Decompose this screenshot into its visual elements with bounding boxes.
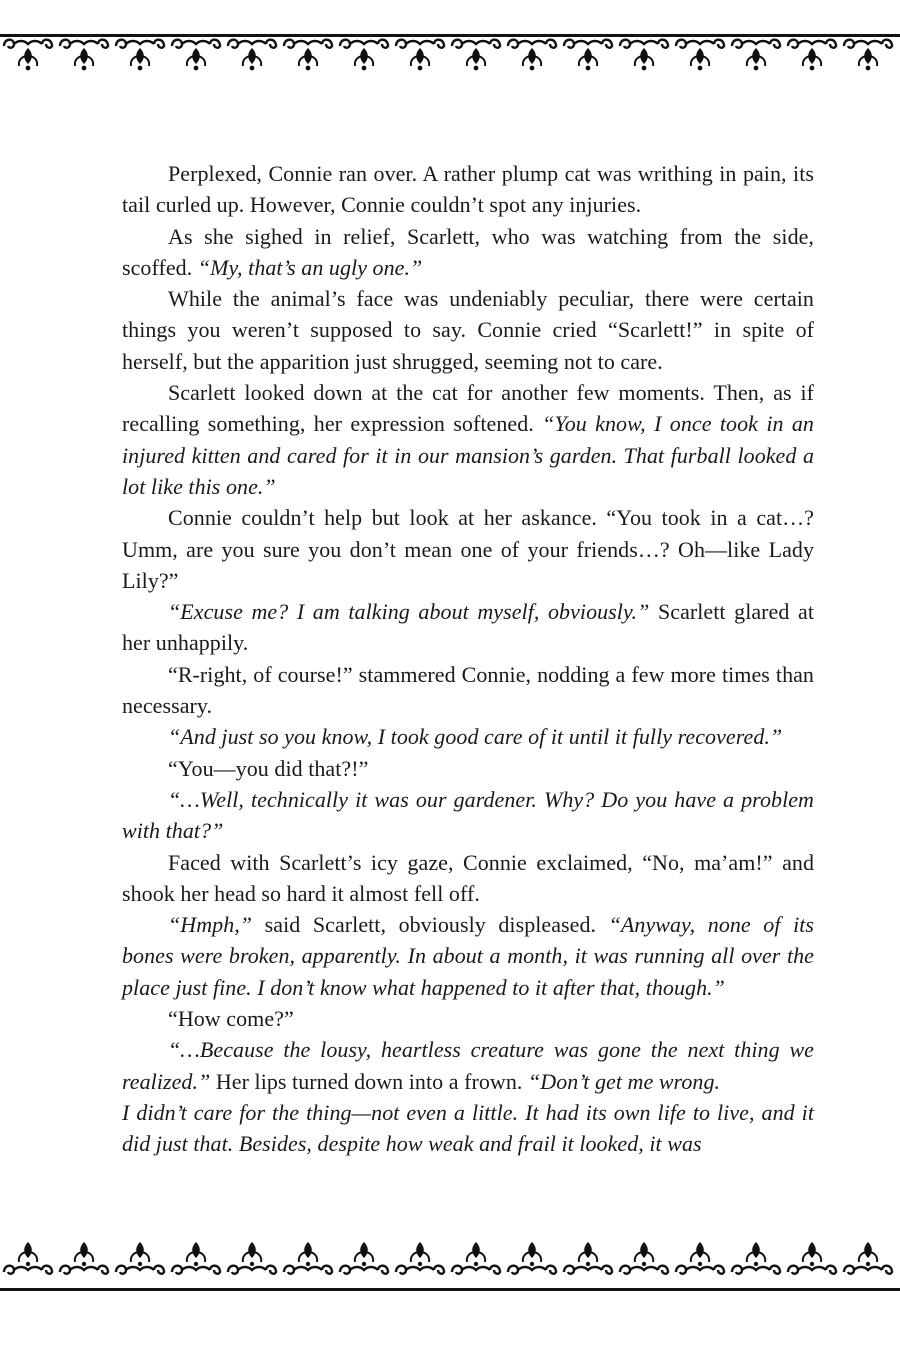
text-run: Faced with Scarlett’s icy gaze, Connie exclaimed, “No, ma’am!” and shook her head so hard it almost fell off.: [122, 849, 814, 906]
body-text: [122, 158, 814, 1160]
paragraph: [122, 283, 814, 377]
text-run: Scarlett glared at her unhappily.: [122, 599, 814, 656]
text-run: As she sighed in relief, Scarlett, who was watching from the side, scoffed.: [122, 223, 814, 280]
paragraph: [122, 721, 814, 752]
paragraph: [122, 158, 814, 221]
dialogue-italic: “Anyway, none of its bones were broken, apparently. In about a month, it was running all over the place just fine. I don’t know what happened to it after that, though.”: [122, 912, 815, 1000]
text-run: Perplexed, Connie ran over. A rather plump cat was writhing in pain, its tail curled up. However, Connie couldn’t spot any injuries.: [122, 161, 814, 218]
dialogue-italic: “My, that’s an ugly one.”: [197, 254, 423, 280]
dialogue-italic: I didn’t care for the thing—not even a little. It had its own life to live, and it did just that. Besides, despite how weak and frail it looked, it was: [122, 1099, 814, 1157]
text-run: Connie couldn’t help but look at her askance. “You took in a cat…? Umm, are you sure you don’t mean one of your friends…? Oh—like Lady Lily?”: [122, 505, 814, 593]
text-run: “R-right, of course!” stammered Connie, nodding a few more times than necessary.: [122, 661, 814, 719]
text-run: While the animal’s face was undeniably peculiar, there were certain things you weren’t supposed to say. Connie cried “Scarlett!” in spite of herself, but the apparition just shrugged, seeming not to care.: [122, 286, 814, 374]
dialogue-italic: “Excuse me? I am talking about myself, obviously.”: [168, 599, 650, 625]
ornamental-border-top: [0, 0, 900, 80]
text-run: Scarlett looked down at the cat for another few moments. Then, as if recalling something, her expression softened.: [122, 380, 814, 437]
dialogue-italic: “…Because the lousy, heartless creature was gone the next thing we realized.”: [122, 1037, 814, 1094]
paragraph: [122, 784, 814, 847]
text-run: “You—you did that?!”: [168, 755, 369, 781]
paragraph: [122, 909, 814, 1003]
paragraph: [122, 847, 814, 910]
dialogue-italic: “Hmph,”: [168, 912, 253, 938]
paragraph: [122, 1097, 814, 1160]
dialogue-italic: “Don’t get me wrong.: [527, 1068, 721, 1094]
paragraph: [122, 502, 814, 596]
text-run: said Scarlett, obviously displeased.: [252, 912, 609, 938]
dialogue-italic: “You know, I once took in an injured kitten and cared for it in our mansion’s garden. That furball looked a lot like this one.”: [122, 411, 814, 499]
paragraph: [122, 596, 814, 659]
text-run: Her lips turned down into a frown.: [210, 1068, 528, 1094]
text-run: “How come?”: [168, 1006, 294, 1032]
ornamental-border-bottom: [0, 1232, 900, 1312]
paragraph: [122, 1034, 814, 1097]
paragraph: [122, 377, 814, 502]
paragraph: [122, 1003, 814, 1034]
paragraph: [122, 753, 814, 784]
dialogue-italic: “And just so you know, I took good care of it until it fully recovered.”: [168, 724, 783, 750]
dialogue-italic: “…Well, technically it was our gardener. Why? Do you have a problem with that?”: [122, 786, 814, 844]
paragraph: [122, 221, 814, 284]
paragraph: [122, 659, 814, 722]
